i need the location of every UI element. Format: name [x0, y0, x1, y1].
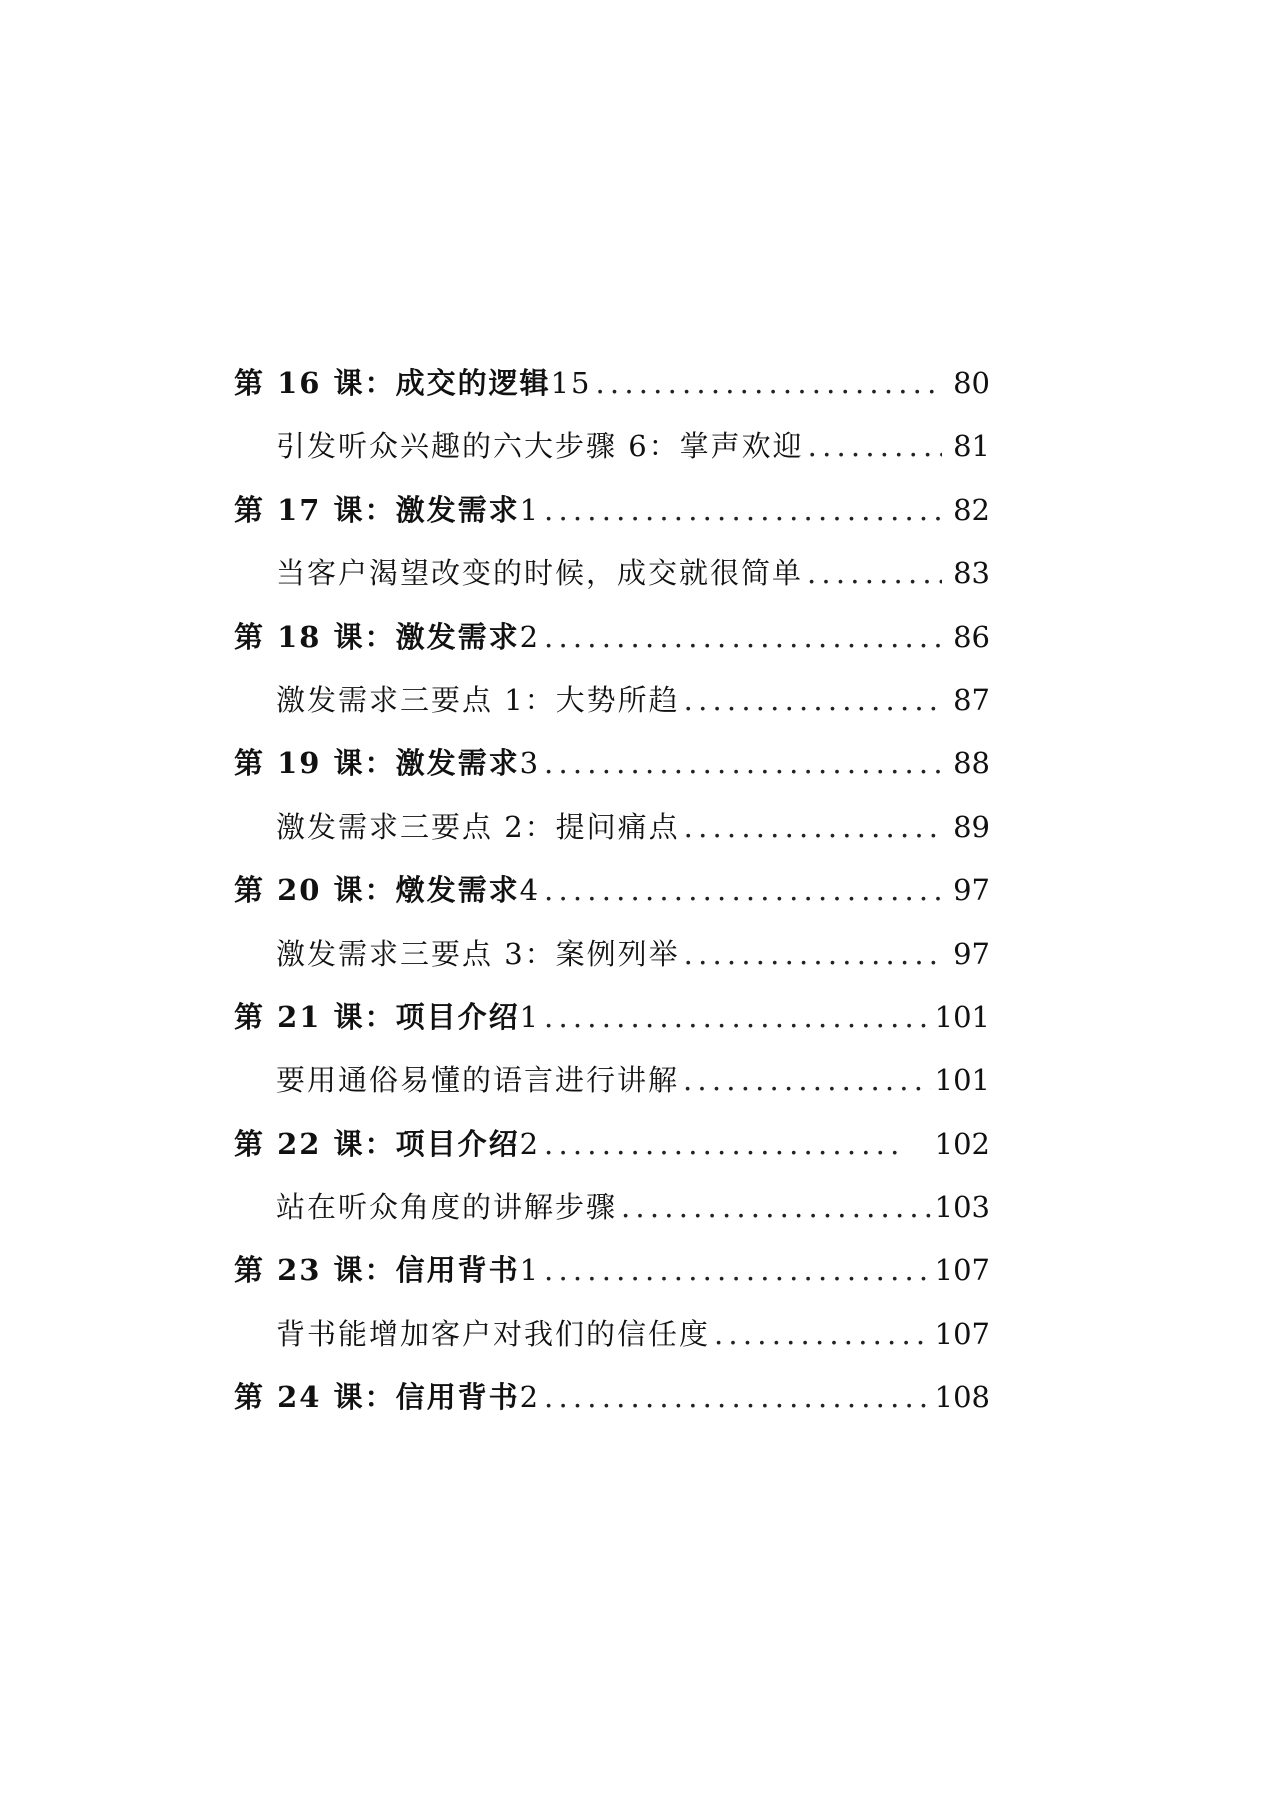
dot-leader	[544, 1366, 931, 1429]
dot-leader	[808, 415, 942, 478]
lesson-number: 第 17 课：	[234, 492, 396, 527]
toc-entry-label	[234, 1239, 540, 1302]
lesson-number: 第 22 课：	[234, 1126, 396, 1161]
toc-entry-section[interactable]	[234, 415, 990, 478]
dot-leader	[595, 352, 942, 415]
page-number: 102	[934, 1126, 990, 1161]
toc-entry-section[interactable]	[234, 796, 990, 859]
lesson-part: 3	[519, 746, 541, 781]
lesson-part: 4	[519, 873, 541, 908]
page-number: 80	[953, 366, 990, 400]
toc-entry-lesson-19[interactable]	[234, 732, 990, 795]
toc-entry-section[interactable]	[234, 1303, 990, 1366]
toc-entry-section[interactable]	[234, 923, 990, 986]
section-title: 当客户渴望改变的时候，成交就很简单	[276, 556, 804, 591]
section-title: 激发需求三要点 1：大势所趋	[276, 682, 680, 717]
dot-leader	[544, 732, 942, 795]
lesson-title: 成交的逻辑	[395, 366, 551, 400]
dot-leader	[683, 1049, 931, 1112]
toc-entry-label	[234, 352, 591, 415]
page-number: 88	[953, 746, 990, 781]
lesson-number: 第 24 课：	[234, 1380, 396, 1415]
page-number: 82	[953, 492, 990, 527]
page-number: 97	[953, 873, 990, 908]
lesson-title: 激发需求	[395, 492, 520, 527]
lesson-number: 第 19 课：	[234, 746, 396, 781]
lesson-title: 项目介绍	[395, 1126, 520, 1161]
page-number: 86	[953, 619, 990, 654]
page-number: 107	[934, 1253, 990, 1288]
table-of-contents	[234, 352, 990, 1430]
toc-entry-lesson-17[interactable]	[234, 479, 990, 542]
toc-entry-label	[234, 606, 540, 669]
lesson-part: 1	[519, 1253, 541, 1288]
lesson-number: 第 20 课：	[234, 873, 396, 908]
lesson-title: 激发需求	[395, 619, 520, 654]
section-title: 激发需求三要点 2：提问痛点	[276, 809, 680, 844]
page-number: 101	[934, 1063, 990, 1098]
toc-entry-lesson-16[interactable]	[234, 352, 990, 415]
section-title: 背书能增加客户对我们的信任度	[276, 1316, 711, 1351]
lesson-title: 激发需求	[395, 746, 520, 781]
dot-leader	[684, 796, 942, 859]
toc-entry-section[interactable]	[234, 1176, 990, 1239]
dot-leader	[544, 986, 931, 1049]
lesson-part: 2	[519, 1126, 541, 1161]
lesson-number: 第 21 课：	[234, 999, 396, 1034]
section-title: 激发需求三要点 3：案例列举	[276, 936, 680, 971]
toc-entry-section[interactable]	[234, 1049, 990, 1112]
dot-leader	[807, 542, 942, 605]
dot-leader	[714, 1303, 931, 1366]
page-number: 81	[953, 429, 990, 464]
lesson-title: 项目介绍	[395, 999, 520, 1034]
toc-entry-label	[234, 1113, 540, 1176]
page-number: 97	[953, 936, 990, 971]
toc-entry-lesson-24[interactable]	[234, 1366, 990, 1429]
page-number: 101	[934, 999, 990, 1034]
lesson-number: 第 18 课：	[234, 619, 396, 654]
dot-leader	[684, 923, 942, 986]
dot-leader	[684, 669, 942, 732]
toc-entry-label	[234, 732, 540, 795]
lesson-title: 信用背书	[395, 1253, 520, 1288]
page-number: 89	[953, 809, 990, 844]
lesson-number: 第 16 课：	[234, 366, 396, 400]
toc-entry-section[interactable]	[234, 669, 990, 732]
page-number: 87	[953, 682, 990, 717]
lesson-title: 信用背书	[395, 1380, 520, 1415]
lesson-title: 燉发需求	[395, 873, 520, 908]
lesson-part: 2	[519, 1380, 541, 1415]
toc-entry-section[interactable]	[234, 542, 990, 605]
toc-entry-lesson-22[interactable]	[234, 1113, 990, 1176]
lesson-part: 1	[519, 999, 541, 1034]
dot-leader	[544, 859, 942, 922]
dot-leader	[621, 1176, 931, 1239]
dot-leader	[544, 606, 942, 669]
dot-leader	[544, 1239, 931, 1302]
toc-entry-lesson-21[interactable]	[234, 986, 990, 1049]
toc-entry-lesson-18[interactable]	[234, 606, 990, 669]
lesson-number: 第 23 课：	[234, 1253, 396, 1288]
section-title: 站在听众角度的讲解步骤	[276, 1190, 618, 1225]
dot-leader	[544, 479, 942, 542]
page-number: 107	[934, 1316, 990, 1351]
toc-entry-label	[234, 986, 540, 1049]
lesson-part: 15	[550, 366, 592, 400]
lesson-part: 1	[519, 492, 541, 527]
toc-entry-label	[234, 1366, 540, 1429]
toc-entry-label	[234, 479, 540, 542]
section-title: 要用通俗易懂的语言进行讲解	[276, 1063, 680, 1098]
page-number: 83	[953, 556, 990, 591]
page-number: 108	[934, 1380, 990, 1415]
dot-leader	[544, 1113, 901, 1176]
section-title: 引发听众兴趣的六大步骤 6：掌声欢迎	[276, 429, 804, 464]
page-number: 103	[934, 1190, 990, 1225]
toc-entry-label	[234, 859, 540, 922]
lesson-part: 2	[519, 619, 541, 654]
toc-entry-lesson-23[interactable]	[234, 1239, 990, 1302]
toc-entry-lesson-20[interactable]	[234, 859, 990, 922]
